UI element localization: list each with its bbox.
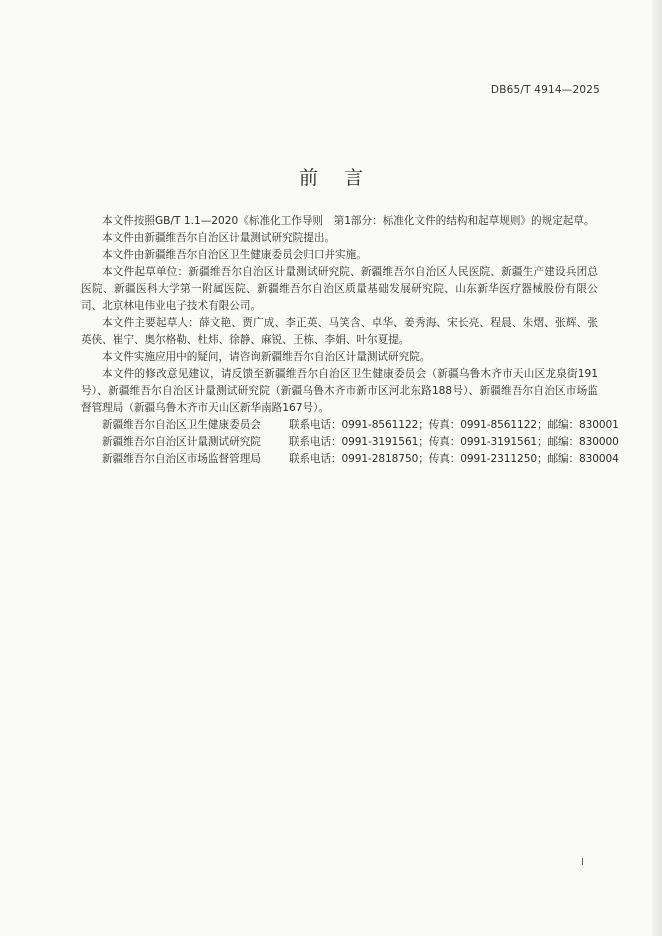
contact-row [81, 417, 619, 434]
contact-info: 联系电话：0991-3191561；传真：0991-3191561；邮编：830000 [289, 436, 619, 448]
contact-info: 联系电话：0991-2818750；传真：0991-2311250；邮编：830004 [289, 453, 619, 465]
paragraph-drafting-units: 本文件起草单位：新疆维吾尔自治区计量测试研究院、新疆维吾尔自治区人民医院、新疆生产建设兵团总医院、新疆医科大学第一附属医院、新疆维吾尔自治区质量基础发展研究院、山东新华医疗器械股份有限公司、北京林电伟业电子技术有限公司。 [81, 266, 598, 312]
contact-info: 联系电话：0991-8561122；传真：0991-8561122；邮编：830001 [289, 419, 619, 431]
contact-row [81, 434, 619, 451]
paragraph-proposer: 本文件由新疆维吾尔自治区计量测试研究院提出。 [102, 232, 336, 244]
paragraph-drafting-basis: 本文件按照GB/T 1.1—2020《标准化工作导则 第1部分：标准化文件的结构和起草规则》的规定起草。 [102, 215, 595, 227]
scan-edge [652, 0, 662, 936]
paragraph-feedback: 本文件的修改意见建议，请反馈至新疆维吾尔自治区卫生健康委员会（新疆乌鲁木齐市天山区龙泉街191号）、新疆维吾尔自治区计量测试研究院（新疆乌鲁木齐市新市区河北东路188号）、新疆维吾尔自治区市场监督管理局（新疆乌鲁木齐市天山区新华南路167号）。 [81, 368, 598, 414]
contact-row [81, 451, 619, 468]
page-title: 前言 [298, 167, 389, 189]
contact-org: 新疆维吾尔自治区卫生健康委员会 [102, 419, 261, 431]
page-number: I [581, 857, 584, 868]
document-code: DB65/T 4914—2025 [490, 84, 600, 96]
paragraph-inquiries: 本文件实施应用中的疑问，请咨询新疆维吾尔自治区计量测试研究院。 [102, 351, 431, 363]
paragraph-administrator: 本文件由新疆维吾尔自治区卫生健康委员会归口并实施。 [102, 249, 367, 261]
paragraph-drafters: 本文件主要起草人：薛文艳、贾广成、李正英、马笑含、卓华、姜秀海、宋长亮、程晨、朱熠、张辉、张英侠、崔宁、奥尔格勒、杜炜、徐静、麻锐、王栋、李娟、叶尔夏提。 [81, 317, 598, 346]
contact-org: 新疆维吾尔自治区计量测试研究院 [102, 436, 261, 448]
foreword-body [81, 213, 619, 468]
contact-org: 新疆维吾尔自治区市场监督管理局 [102, 453, 261, 465]
